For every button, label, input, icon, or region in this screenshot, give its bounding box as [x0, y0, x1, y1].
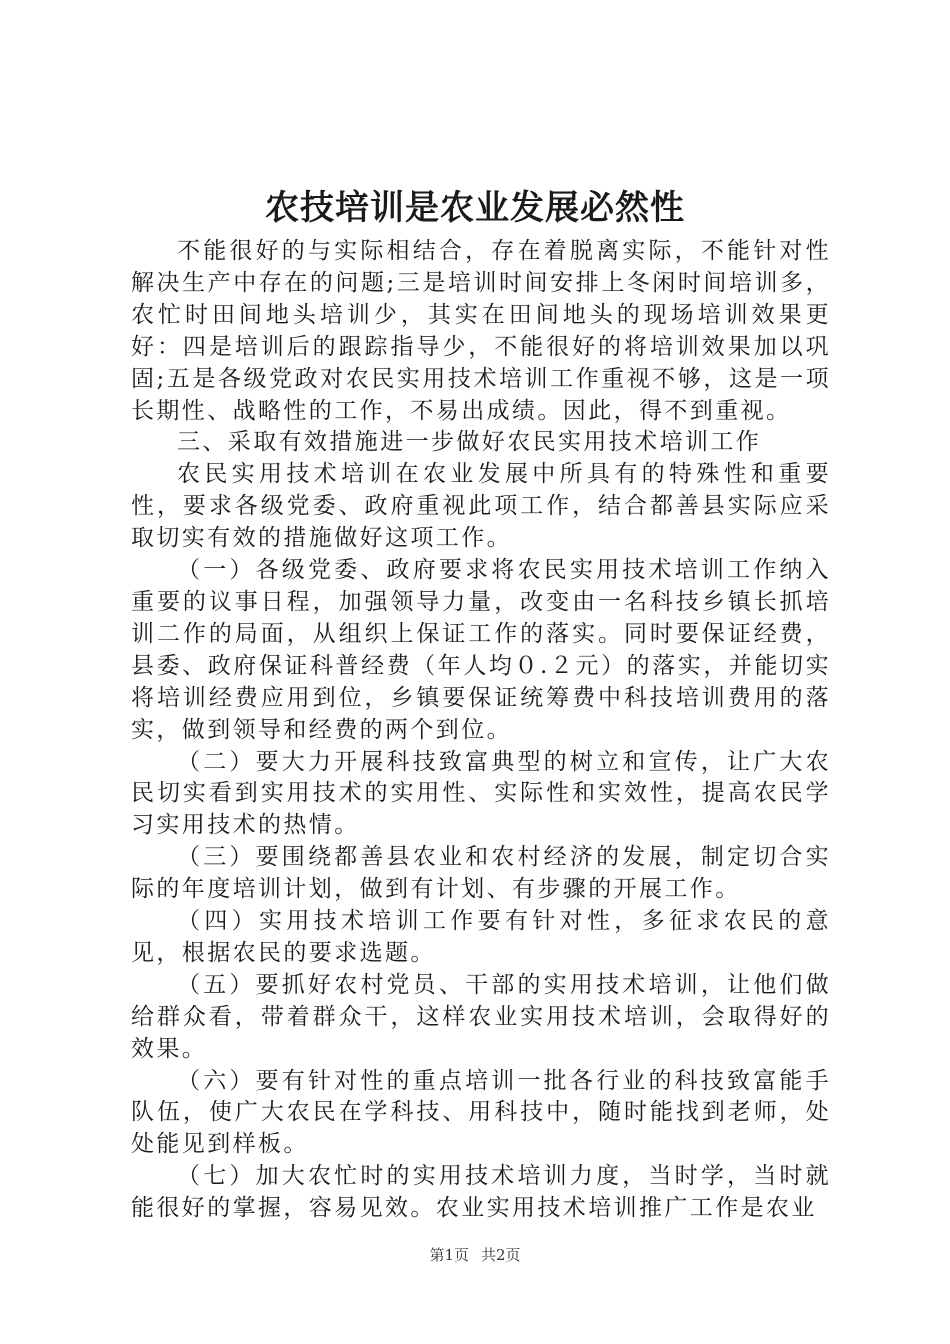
paragraph: （三）要围绕都善县农业和农村经济的发展，制定切合实际的年度培训计划，做到有计划、有步骤的开展工作。	[131, 844, 831, 903]
paragraph: （七）加大农忙时的实用技术培训力度，当时学，当时就能很好的掌握，容易见效。农业实用技术培训推广工作是农业	[131, 1163, 831, 1222]
paragraph: （四）实用技术培训工作要有针对性，多征求农民的意见，根据农民的要求选题。	[131, 908, 831, 966]
paragraph: （二）要大力开展科技致富典型的树立和宣传，让广大农民切实看到实用技术的实用性、实际性和实效性，提高农民学习实用技术的热情。	[131, 748, 831, 839]
paragraph: （一）各级党委、政府要求将农民实用技术培训工作纳入重要的议事日程，加强领导力量，改变由一名科技乡镇长抓培训二作的局面，从组织上保证工作的落实。同时要保证经费，县委、政府保证科普经费（年人均０.２元）的落实，并能切实将培训经费应用到位，乡镇要保证统筹费中科技培训费用的落实，做到领导和经费的两个到位。	[131, 557, 831, 743]
paragraph: （六）要有针对性的重点培训一批各行业的科技致富能手队伍，使广大农民在学科技、用科技中，随时能找到老师，处处能见到样板。	[131, 1067, 831, 1158]
paragraph: 农民实用技术培训在农业发展中所具有的特殊性和重要性，要求各级党委、政府重视此项工作，结合都善县实际应采取切实有效的措施做好这项工作。	[131, 461, 831, 552]
section-heading: 三、采取有效措施进一步做好农民实用技术培训工作	[177, 429, 762, 456]
paragraph: 不能很好的与实际相结合，存在着脱离实际，不能针对性解决生产中存在的问题;三是培训时间安排上冬闲时间培训多，农忙时田间地头培训少，其实在田间地头的现场培训效果更好：四是培训后的跟踪指导少，不能很好的将培训效果加以巩固;五是各级党政对农民实用技术培训工作重视不够，这是一项长期性、战略性的工作，不易出成绩。因此，得不到重视。	[131, 238, 831, 424]
document-title: 农技培训是农业发展必然性	[265, 188, 685, 228]
paragraph: （五）要抓好农村党员、干部的实用技术培训，让他们做给群众看，带着群众干，这样农业实用技术培训，会取得好的效果。	[131, 971, 831, 1062]
page-footer	[0, 1244, 950, 1266]
page-number-current: 第1页	[429, 1246, 469, 1264]
document-body	[131, 236, 831, 1225]
page-number-total: 共2页	[481, 1246, 521, 1264]
